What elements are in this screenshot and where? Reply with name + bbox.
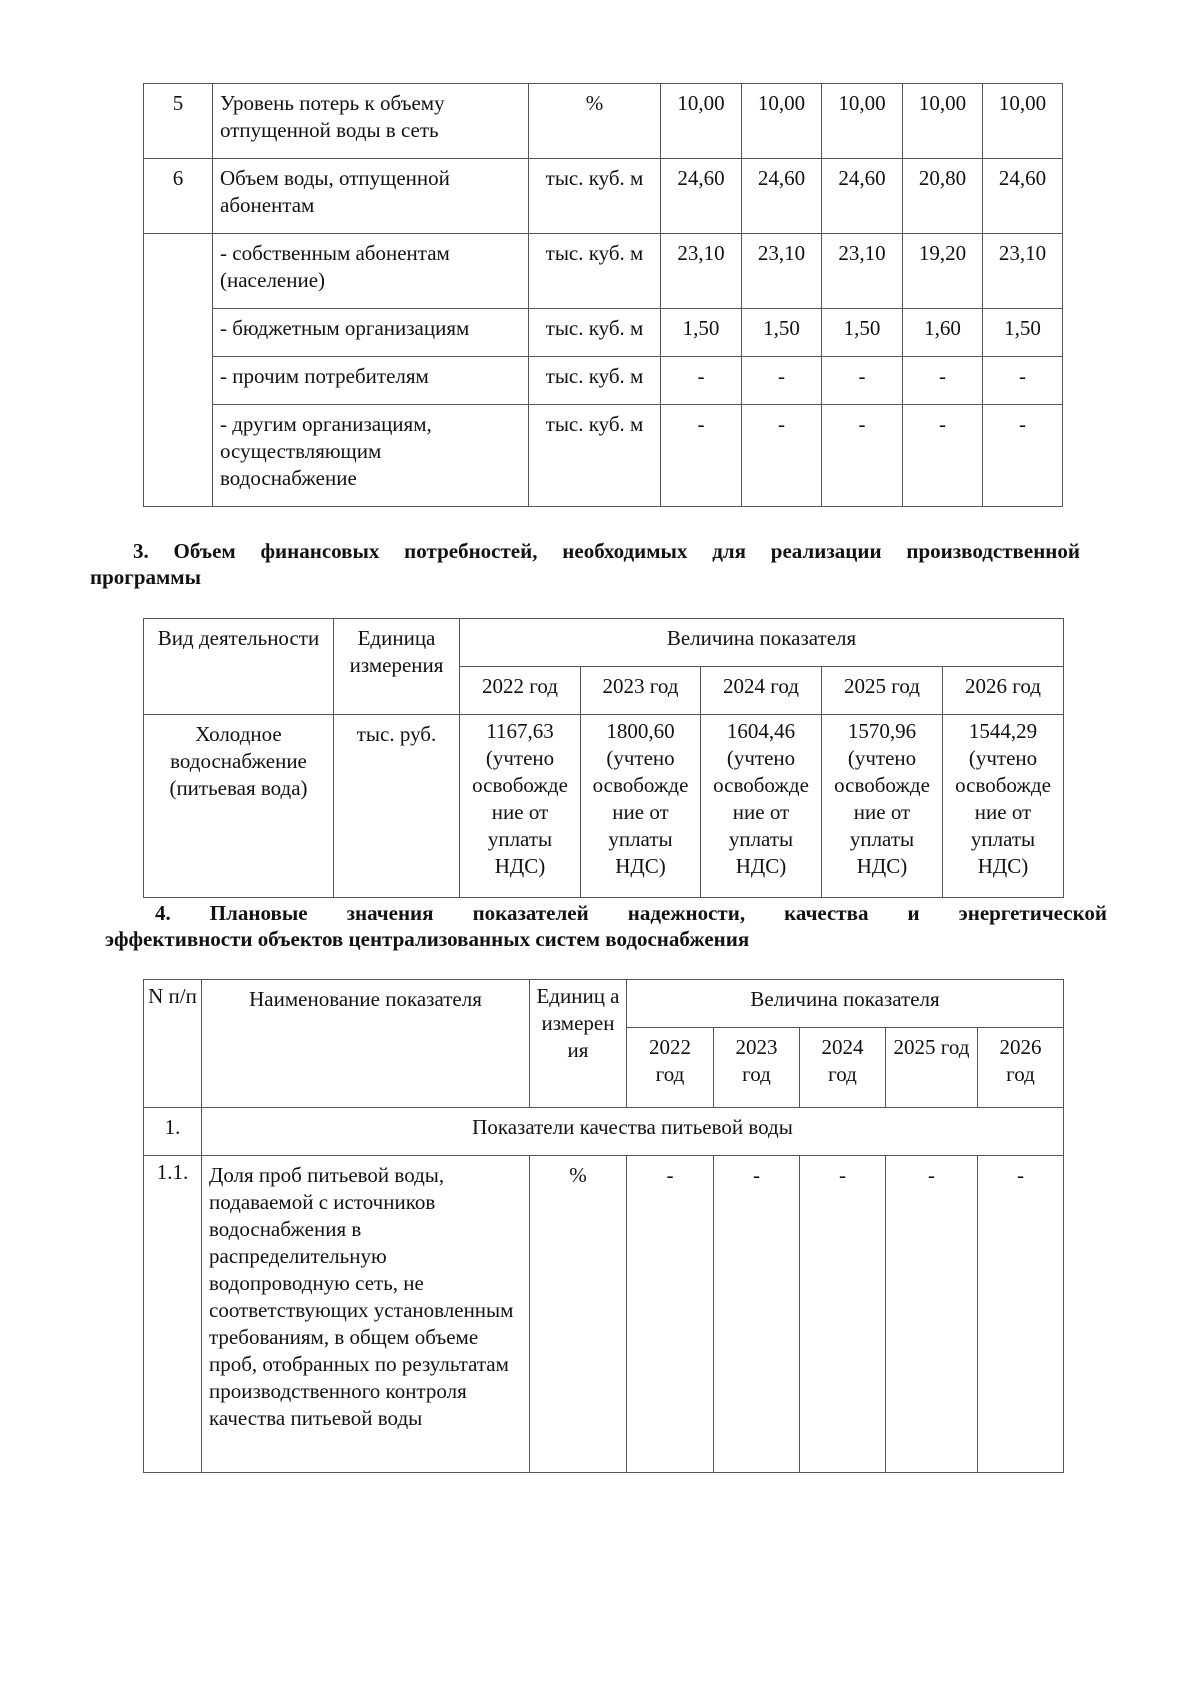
- value-2025: 1,60: [903, 309, 983, 357]
- header-activity: Вид деятельности: [144, 619, 334, 715]
- unit: %: [529, 84, 661, 159]
- value-2025: 19,20: [903, 234, 983, 309]
- header-unit: Единица измерения: [334, 619, 460, 715]
- row-number: 6: [144, 159, 213, 234]
- indicator-name: - бюджетным организациям: [213, 309, 529, 357]
- value-2026: -: [978, 1156, 1064, 1473]
- section-4-heading-line2: эффективности объектов централизованных систем водоснабжения: [105, 927, 750, 951]
- value-2023: 1,50: [742, 309, 822, 357]
- header-value: Величина показателя: [627, 980, 1064, 1028]
- value-2023: -: [714, 1156, 800, 1473]
- table-row: [144, 309, 1063, 357]
- section-4-heading: [105, 900, 1107, 952]
- table-header-row: [144, 980, 1064, 1028]
- vat-note: (учтено освобожде ние от уплаты НДС): [955, 746, 1051, 878]
- indicator-name: Уровень потерь к объему отпущенной воды в сеть: [213, 84, 529, 159]
- value-2026: 1,50: [983, 309, 1063, 357]
- value-2025: -: [903, 405, 983, 507]
- value-2022: 1,50: [661, 309, 742, 357]
- unit: тыс. куб. м: [529, 309, 661, 357]
- header-year-2023: 2023 год: [581, 667, 701, 715]
- indicator-name: - другим организациям, осуществляющим водоснабжение: [213, 405, 529, 507]
- section-3-heading-line1: 3. Объем финансовых потребностей, необходимых для реализации производственной: [133, 539, 1080, 563]
- value-2025: -: [903, 357, 983, 405]
- value-2026: 24,60: [983, 159, 1063, 234]
- value-2024: [701, 715, 822, 898]
- value-2022: -: [661, 357, 742, 405]
- value-2022: [460, 715, 581, 898]
- header-year-2025: 2025 год: [822, 667, 943, 715]
- header-year-2024: 2024 год: [800, 1028, 886, 1108]
- unit: тыс. руб.: [334, 715, 460, 898]
- row-number: 1.1.: [144, 1156, 202, 1473]
- header-year-2026: 2026 год: [978, 1028, 1064, 1108]
- row-number-empty: [144, 234, 213, 507]
- value-2022: 24,60: [661, 159, 742, 234]
- indicator-name: Объем воды, отпущенной абонентам: [213, 159, 529, 234]
- unit: тыс. куб. м: [529, 234, 661, 309]
- financial-needs-table: [143, 618, 1064, 898]
- value-2025: 10,00: [903, 84, 983, 159]
- unit: тыс. куб. м: [529, 159, 661, 234]
- value-2024: 10,00: [822, 84, 903, 159]
- value-2024: 23,10: [822, 234, 903, 309]
- header-value: Величина показателя: [460, 619, 1064, 667]
- row-number: 5: [144, 84, 213, 159]
- value-2024: -: [822, 405, 903, 507]
- vat-note: (учтено освобожде ние от уплаты НДС): [834, 746, 930, 878]
- table-row: [144, 405, 1063, 507]
- table-row: [144, 1156, 1064, 1473]
- group-title: Показатели качества питьевой воды: [202, 1108, 1064, 1156]
- section-4-heading-line1: 4. Плановые значения показателей надежности, качества и энергетической: [155, 901, 1107, 925]
- table-row: [144, 715, 1064, 898]
- header-indicator-name: Наименование показателя: [202, 980, 530, 1108]
- table-row: [144, 84, 1063, 159]
- activity-name: Холодное водоснабжение (питьевая вода): [144, 715, 334, 898]
- table-row: [144, 357, 1063, 405]
- value-2026: -: [983, 357, 1063, 405]
- value-2024: 24,60: [822, 159, 903, 234]
- value-2024: -: [800, 1156, 886, 1473]
- value-2022: 10,00: [661, 84, 742, 159]
- value-2024: -: [822, 357, 903, 405]
- table-row: [144, 234, 1063, 309]
- group-number: 1.: [144, 1108, 202, 1156]
- production-indicators-table: [143, 83, 1063, 507]
- amount: 1544,29: [968, 719, 1038, 743]
- value-2026: -: [983, 405, 1063, 507]
- amount: 1604,46: [726, 719, 796, 743]
- value-2025: -: [886, 1156, 978, 1473]
- value-2022: -: [627, 1156, 714, 1473]
- group-row: [144, 1108, 1064, 1156]
- value-2026: 10,00: [983, 84, 1063, 159]
- table-row: [144, 159, 1063, 234]
- unit: тыс. куб. м: [529, 405, 661, 507]
- value-2023: -: [742, 357, 822, 405]
- value-2022: 23,10: [661, 234, 742, 309]
- vat-note: (учтено освобожде ние от уплаты НДС): [713, 746, 809, 878]
- header-year-2025: 2025 год: [886, 1028, 978, 1108]
- header-year-2022: 2022 год: [627, 1028, 714, 1108]
- indicator-name: Доля проб питьевой воды, подаваемой с источников водоснабжения в распределительную водопроводную сеть, не соответствующих установленным требованиям, в общем объеме проб, отобранных по результатам производственного контроля качества питьевой воды: [202, 1156, 530, 1473]
- table-header-row: [144, 619, 1064, 667]
- value-2024: 1,50: [822, 309, 903, 357]
- header-year-2026: 2026 год: [943, 667, 1064, 715]
- unit: тыс. куб. м: [529, 357, 661, 405]
- indicator-name: - прочим потребителям: [213, 357, 529, 405]
- header-number: N п/п: [144, 980, 202, 1108]
- value-2023: 10,00: [742, 84, 822, 159]
- indicator-name: - собственным абонентам (население): [213, 234, 529, 309]
- amount: 1167,63: [486, 719, 554, 743]
- header-unit: Единиц а измерен ия: [530, 980, 627, 1108]
- value-2023: -: [742, 405, 822, 507]
- value-2023: 23,10: [742, 234, 822, 309]
- value-2023: 24,60: [742, 159, 822, 234]
- value-2025: [822, 715, 943, 898]
- header-year-2022: 2022 год: [460, 667, 581, 715]
- amount: 1570,96: [847, 719, 917, 743]
- header-year-2024: 2024 год: [701, 667, 822, 715]
- header-year-2023: 2023 год: [714, 1028, 800, 1108]
- vat-note: (учтено освобожде ние от уплаты НДС): [592, 746, 689, 878]
- amount: 1800,60: [606, 719, 675, 743]
- value-2022: -: [661, 405, 742, 507]
- vat-note: (учтено освобожде ние от уплаты НДС): [472, 746, 568, 878]
- section-3-heading-line2: программы: [90, 565, 201, 589]
- value-2026: 23,10: [983, 234, 1063, 309]
- unit: %: [530, 1156, 627, 1473]
- reliability-quality-table: [143, 979, 1064, 1473]
- section-3-heading: [90, 538, 1080, 590]
- value-2025: 20,80: [903, 159, 983, 234]
- value-2023: [581, 715, 701, 898]
- value-2026: [943, 715, 1064, 898]
